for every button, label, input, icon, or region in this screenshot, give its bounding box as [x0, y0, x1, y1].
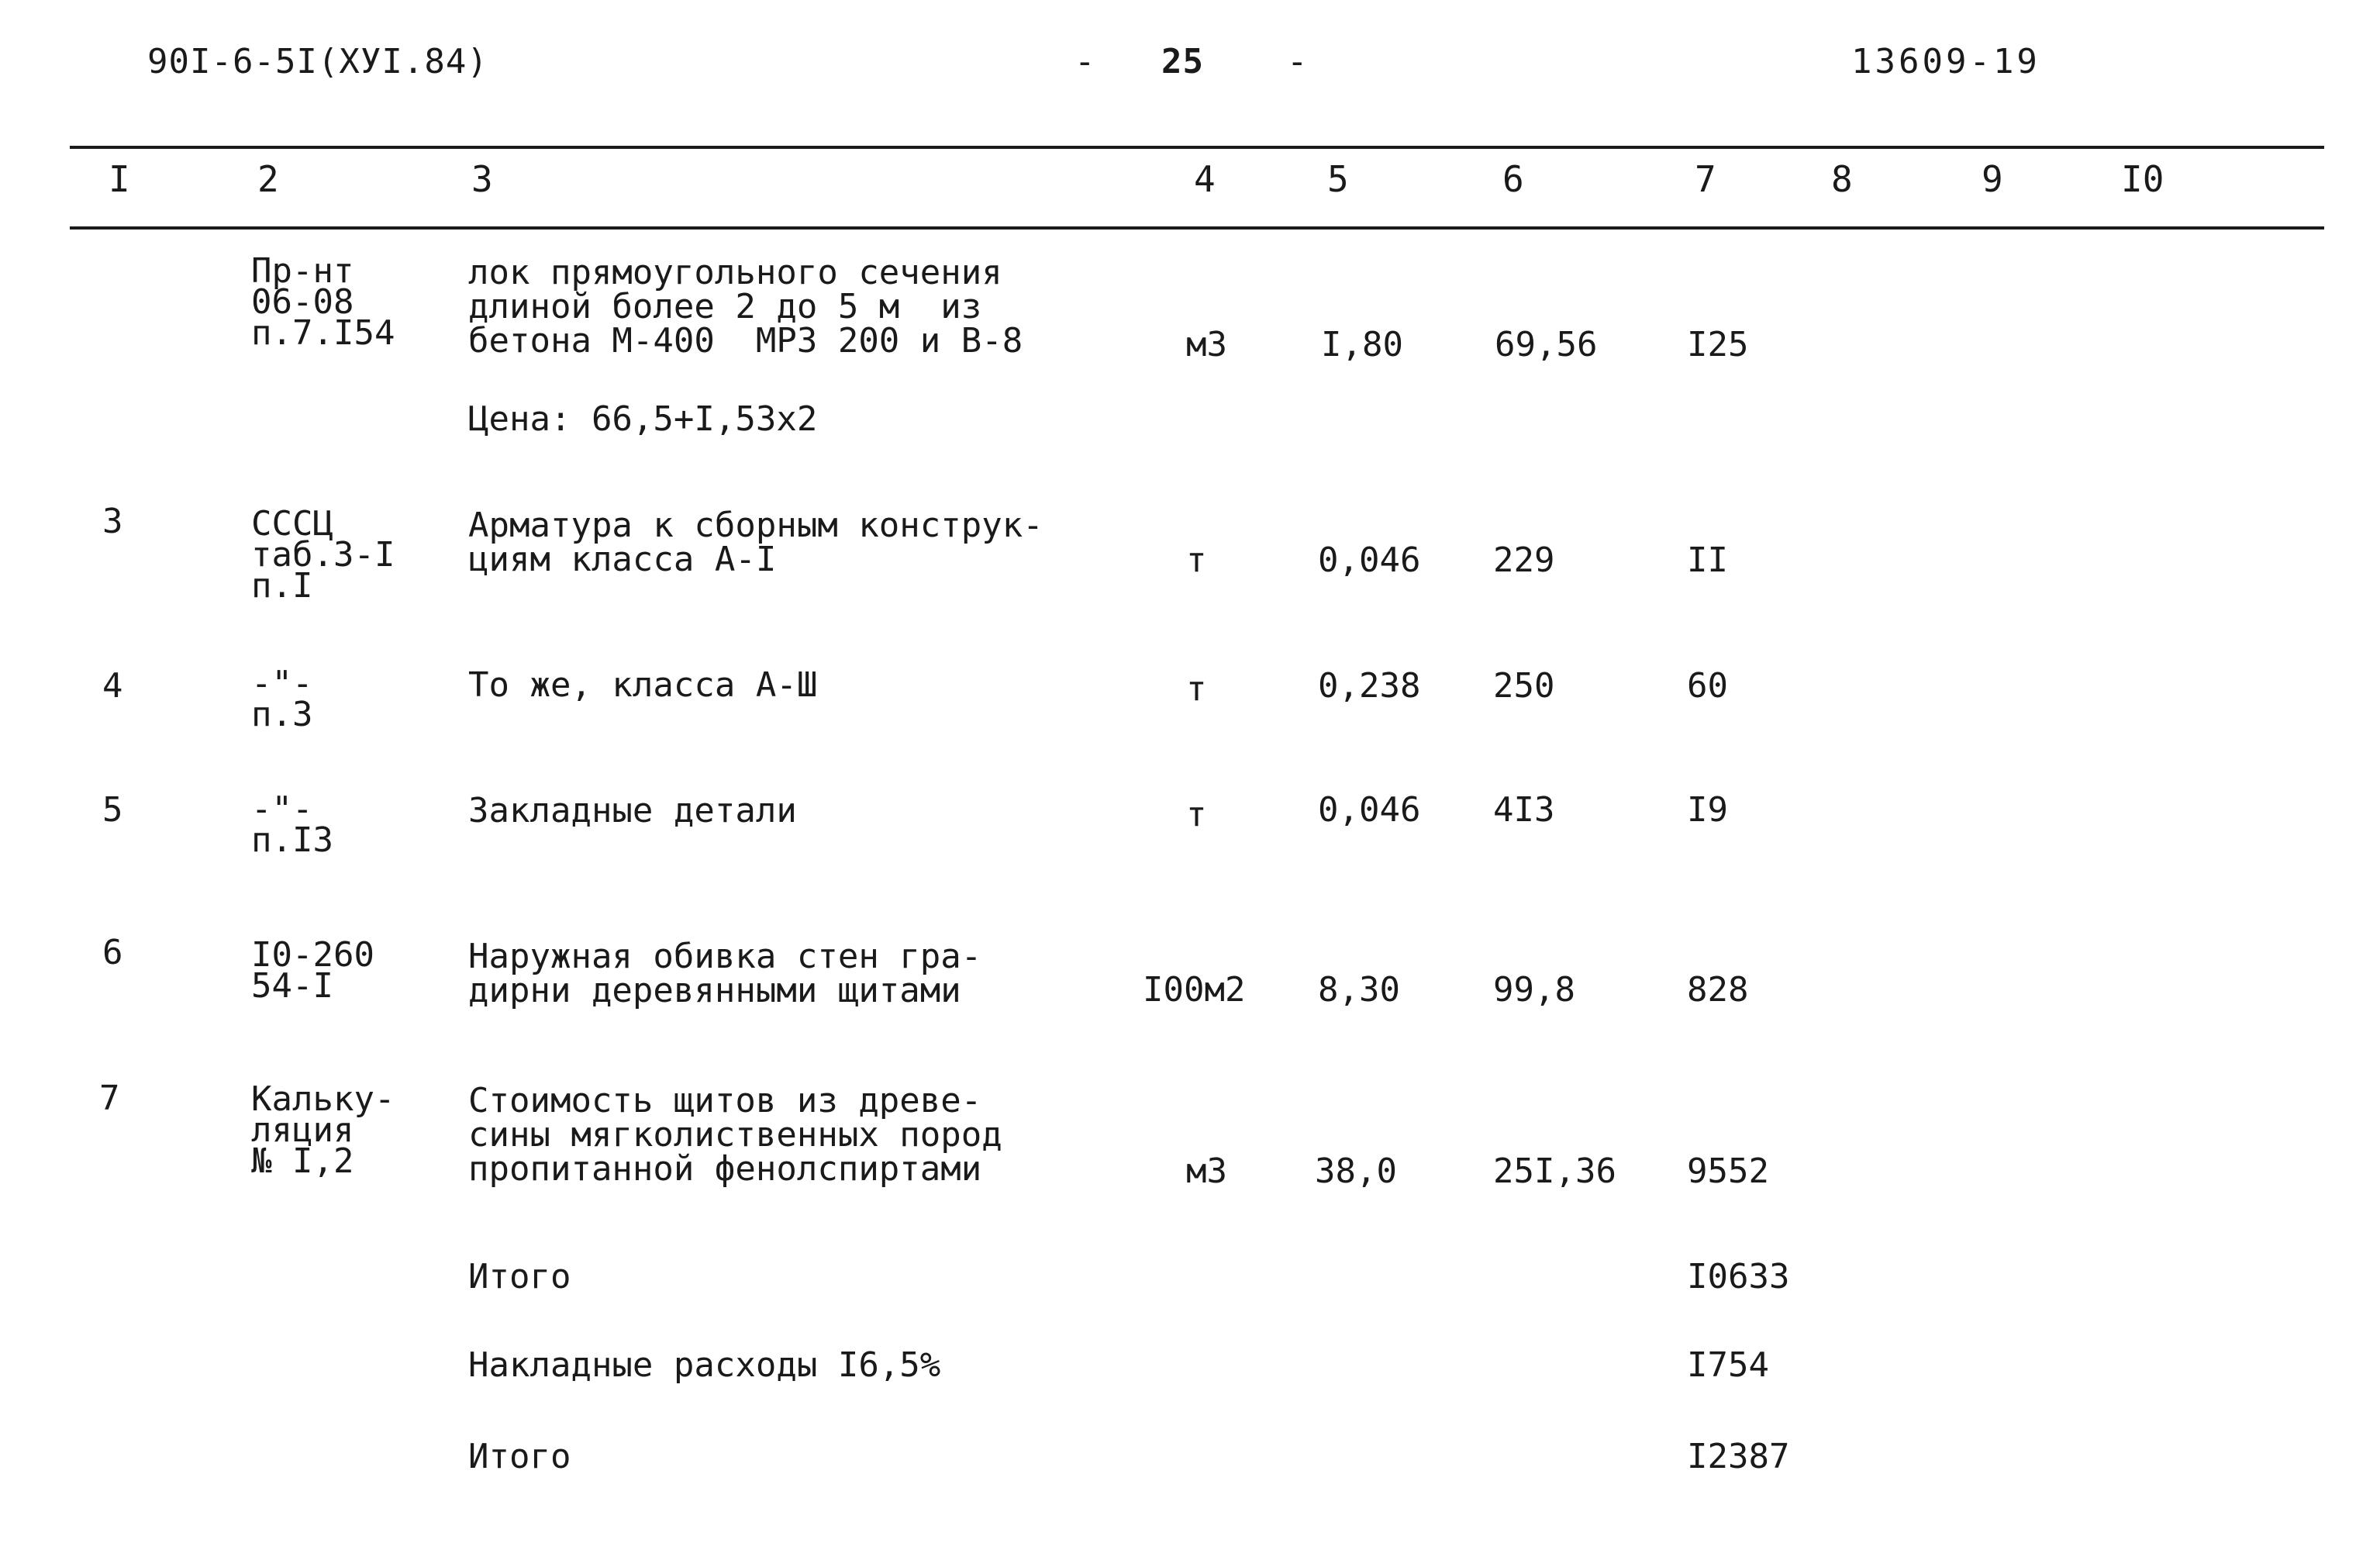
row-4-description: Закладные детали: [468, 791, 797, 830]
row-1-unit-price: 69,56: [1495, 325, 1598, 364]
column-header-2: 2: [257, 158, 279, 200]
row-4-total: I9: [1687, 790, 1728, 830]
row-4-reference: -"- п.I3: [251, 789, 333, 860]
row-3-quantity: 0,238: [1318, 666, 1421, 706]
row-6-reference: Кальку- ляция № I,2: [251, 1079, 395, 1181]
row-2-total: II: [1687, 540, 1728, 580]
row-5-description: Наружная обивка стен гра- дирни деревянными щитами: [468, 937, 982, 1010]
table-header-rule: [70, 226, 2324, 230]
summary-subtotal-value: I0633: [1687, 1257, 1790, 1296]
row-6-unit-price: 25I,36: [1493, 1151, 1616, 1191]
column-header-3: 3: [471, 158, 493, 200]
row-6-total: 9552: [1687, 1151, 1769, 1191]
column-header-9: 9: [1982, 158, 2003, 200]
table-top-rule: [70, 146, 2324, 149]
row-4-unit-price: 4I3: [1493, 790, 1555, 830]
row-1-reference: Пр-нт 06-08 п.7.I54: [251, 251, 395, 353]
header-dash-left: -: [1074, 42, 1096, 81]
column-header-4: 4: [1194, 158, 1216, 200]
row-5-unit-price: 99,8: [1493, 970, 1575, 1010]
row-1-unit: м3: [1186, 325, 1227, 364]
row-3-total: 60: [1687, 666, 1728, 706]
row-2-unit-price: 229: [1493, 540, 1555, 580]
summary-total-value: I2387: [1687, 1437, 1790, 1476]
row-3-description: То же, класса А-Ш: [468, 665, 818, 705]
document-code: 90I-6-5I(XУI.84): [147, 42, 488, 81]
row-2-reference: СССЦ таб.3-I п.I: [251, 504, 395, 606]
row-2-number: 3: [102, 502, 123, 541]
row-4-unit: т: [1186, 795, 1207, 834]
row-3-unit: т: [1186, 669, 1207, 709]
column-header-1: I: [109, 158, 130, 200]
page-number: 25: [1161, 42, 1204, 81]
row-1-total: I25: [1687, 325, 1749, 364]
summary-total-label: Итого: [468, 1437, 571, 1476]
column-header-6: 6: [1502, 158, 1524, 200]
row-5-number: 6: [102, 933, 123, 972]
row-6-quantity: 38,0: [1315, 1151, 1397, 1191]
row-3-unit-price: 250: [1493, 666, 1555, 706]
summary-overhead-value: I754: [1687, 1345, 1769, 1385]
row-1-price-note: Цена: 66,5+I,53х2: [468, 399, 818, 439]
column-header-10: I0: [2121, 158, 2164, 200]
header-dash-right: -: [1287, 42, 1309, 81]
row-4-quantity: 0,046: [1318, 790, 1421, 830]
column-header-7: 7: [1695, 158, 1716, 200]
summary-subtotal-label: Итого: [468, 1257, 571, 1296]
row-6-description: Стоимость щитов из древе- сины мягколиственных пород пропитанной фенолспиртами: [468, 1081, 1002, 1189]
column-header-5: 5: [1327, 158, 1349, 200]
row-2-quantity: 0,046: [1318, 540, 1421, 580]
row-2-unit: т: [1186, 540, 1207, 580]
row-6-number: 7: [99, 1079, 120, 1118]
row-1-quantity: I,80: [1321, 325, 1403, 364]
column-header-8: 8: [1831, 158, 1853, 200]
row-4-number: 5: [102, 790, 123, 830]
document-number: 13609-19: [1851, 42, 2040, 81]
row-5-reference: I0-260 54-I: [251, 935, 374, 1006]
row-5-unit: I00м2: [1143, 970, 1246, 1010]
row-5-quantity: 8,30: [1318, 970, 1400, 1010]
summary-overhead-label: Накладные расходы I6,5%: [468, 1345, 941, 1385]
row-1-description: лок прямоугольного сечения длиной более 2 до 5 м из бетона М-400 МРЗ 200 и В-8: [468, 253, 1023, 361]
row-5-total: 828: [1687, 970, 1749, 1010]
row-2-description: Арматура к сборным конструк- циям класса А-I: [468, 506, 1043, 579]
row-6-unit: м3: [1186, 1151, 1227, 1191]
row-3-number: 4: [102, 666, 123, 706]
row-3-reference: -"- п.3: [251, 664, 313, 734]
